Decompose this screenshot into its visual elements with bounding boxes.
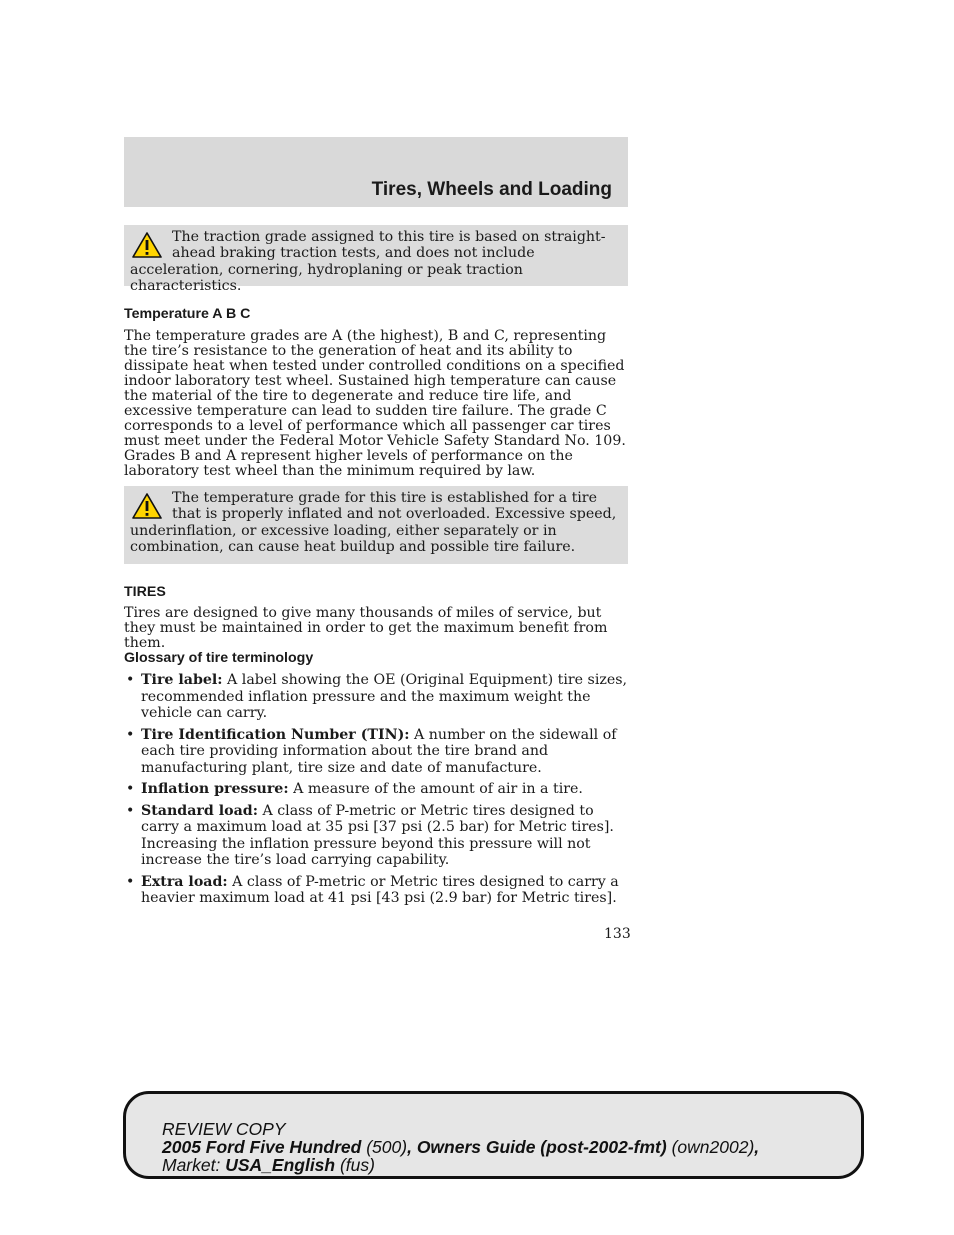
glossary-list [124, 672, 628, 912]
page-title: Tires, Wheels and Loading [371, 179, 612, 200]
separator: , [754, 1137, 760, 1157]
glossary-definition: A class of P-metric or Metric tires designed to carry a maximum load at 35 psi [37 psi (2.5 bar) for Metric tires]. Increasing the inflation pressure beyond this pressure will not increase the tire’s load carrying capability. [141, 802, 614, 868]
review-copy-footer [123, 1091, 864, 1179]
list-item [124, 874, 628, 907]
guide-code: (own2002) [666, 1137, 755, 1157]
header-band [124, 137, 628, 207]
separator: , [407, 1137, 417, 1157]
warning-icon [132, 232, 162, 258]
market-line [162, 1156, 861, 1174]
list-item [124, 727, 628, 777]
glossary-definition: A number on the sidewall of each tire providing information about the tire brand and manufacturing plant, tire size and date of manufacture. [141, 726, 617, 776]
glossary-term: Standard load: [141, 802, 258, 819]
section-heading-temperature: Temperature A B C [124, 306, 251, 322]
glossary-definition: A measure of the amount of air in a tire. [288, 781, 583, 797]
glossary-term: Tire label: [141, 672, 223, 688]
guide-name: Owners Guide (post-2002-fmt) [416, 1137, 667, 1157]
vehicle-name: 2005 Ford Five Hundred [162, 1137, 362, 1157]
glossary-term: Extra load: [141, 873, 228, 890]
section-heading-tires: TIRES [124, 584, 166, 600]
market-label: Market: [162, 1155, 226, 1175]
document-info-line [162, 1138, 861, 1156]
warning-icon [132, 493, 162, 519]
warning-box-temperature [124, 486, 628, 564]
list-item [124, 781, 628, 798]
review-copy-label: REVIEW COPY [162, 1119, 286, 1139]
temperature-paragraph: The temperature grades are A (the highest), B and C, representing the tire’s resistance to the generation of heat and its ability to dissipate heat when tested under controlled conditions on a specified indoor laboratory test wheel. Sustained high temperature can cause the material of the tire to degenerate and reduce tire life, and excessive temperature can lead to sudden tire failure. The grade C corresponds to a level of performance which all passenger car tires must meet under the Federal Motor Vehicle Safety Standard No. 109. Grades B and A represent higher levels of performance on the laboratory test wheel than the minimum required by law. [124, 328, 626, 479]
glossary-term: Inflation pressure: [141, 781, 289, 797]
section-heading-glossary: Glossary of tire terminology [124, 650, 314, 666]
market-name: USA_English [225, 1155, 336, 1175]
warning-box-traction [124, 225, 628, 295]
market-code: (fus) [335, 1155, 375, 1175]
glossary-definition: A class of P-metric or Metric tires designed to carry a heavier maximum load at 41 psi [43 psi (2.9 bar) for Metric tires]. [141, 873, 619, 906]
tires-paragraph: Tires are designed to give many thousands of miles of service, but they must be maintained in order to get the maximum benefit from them. [124, 605, 608, 651]
page-number: 133 [604, 926, 631, 942]
glossary-term: Tire Identification Number (TIN): [141, 726, 410, 743]
glossary-definition: A label showing the OE (Original Equipment) tire sizes, recommended inflation pressure and the maximum weight the vehicle can carry. [141, 672, 628, 721]
list-item [124, 672, 628, 722]
warning-text: The temperature grade for this tire is established for a tire that is properly inflated and not overloaded. Excessive speed, underinflation, or excessive loading, either separately or in combination, can cause heat buildup and possible tire failure. [130, 490, 617, 556]
list-item [124, 803, 628, 869]
vehicle-code: (500) [361, 1137, 408, 1157]
warning-text: The traction grade assigned to this tire is based on straight-ahead braking traction tests, and does not include acceleration, cornering, hydroplaning or peak traction characteristics. [130, 229, 606, 295]
